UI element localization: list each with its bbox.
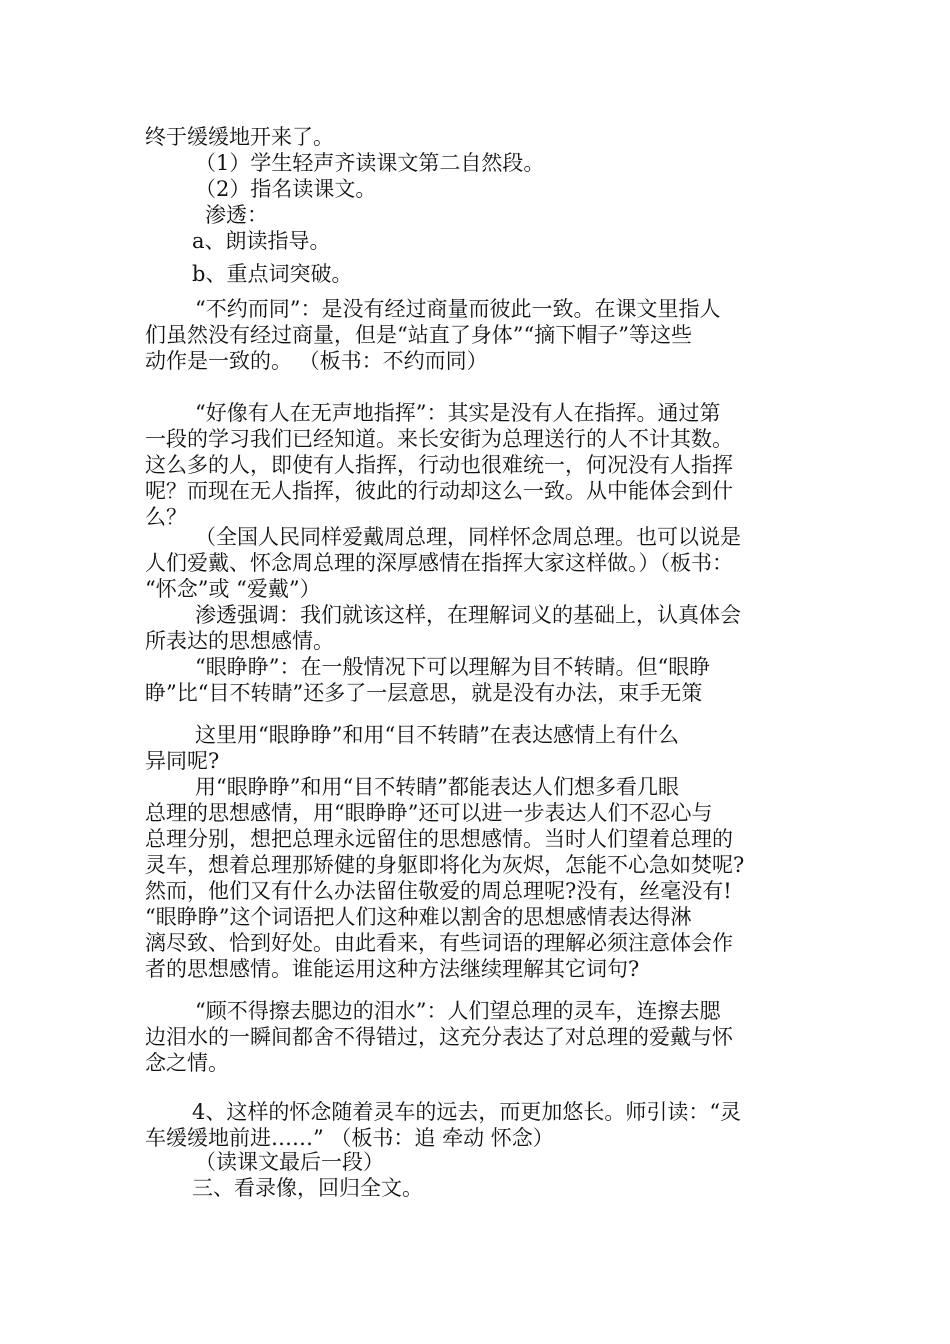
text-line: 这么多的人，即使有人指挥，行动也很难统一，何况没有人指挥 <box>145 453 733 477</box>
text-line: 念之情。 <box>145 1051 229 1075</box>
text-line: 4、这样的怀念随着灵车的远去，而更加悠长。师引读：“灵 <box>192 1100 742 1124</box>
text-line: 三、看录像，回归全文。 <box>192 1176 423 1200</box>
text-line: （读课文最后一段） <box>195 1150 384 1174</box>
text-line: 车缓缓地前进……” （板书：追 牵动 怀念） <box>145 1126 554 1150</box>
text-line: 总理分别，想把总理永远留住的思想感情。当时人们望着总理的 <box>145 827 733 851</box>
text-line: 一段的学习我们已经知道。来长安街为总理送行的人不计其数。 <box>145 427 733 451</box>
text-line: （1）学生轻声齐读课文第二自然段。 <box>195 151 545 175</box>
text-line: 所表达的思想感情。 <box>145 629 334 653</box>
text-line: 们虽然没有经过商量，但是“站直了身体”“摘下帽子”等这些 <box>145 323 692 347</box>
text-line: 睁”比“目不转睛”还多了一层意思，就是没有办法，束手无策 <box>145 681 703 705</box>
text-line: “好像有人在无声地指挥”：其实是没有人在指挥。通过第 <box>195 401 721 425</box>
text-line: 这里用“眼睁睁”和用“目不转睛”在表达感情上有什么 <box>195 723 679 747</box>
text-line: 用“眼睁睁”和用“目不转睛”都能表达人们想多看几眼 <box>195 775 679 799</box>
text-line: 动作是一致的。 （板书：不约而同） <box>145 349 488 373</box>
text-line: 总理的思想感情，用“眼睁睁”还可以进一步表达人们不忍心与 <box>145 801 713 825</box>
text-line: “顾不得擦去腮边的泪水”：人们望总理的灵车，连擦去腮 <box>195 999 721 1023</box>
text-line: 然而，他们又有什么办法留住敬爱的周总理呢?没有，丝毫没有! <box>145 879 732 903</box>
text-line: （2）指名读课文。 <box>195 177 377 201</box>
text-line: 终于缓缓地开来了。 <box>145 125 334 149</box>
text-line: “不约而同”：是没有经过商量而彼此一致。在课文里指人 <box>195 297 721 321</box>
text-line: 灵车，想着总理那矫健的身躯即将化为灰烬，怎能不心急如焚呢? <box>145 853 745 877</box>
text-line: 漓尽致、恰到好处。由此看来，有些词语的理解必须注意体会作 <box>145 931 733 955</box>
text-line: a、朗读指导。 <box>192 229 331 253</box>
text-line: 者的思想感情。谁能运用这种方法继续理解其它词句? <box>145 957 640 981</box>
text-line: b、重点词突破。 <box>192 262 353 286</box>
text-line: 么？ <box>145 505 187 529</box>
text-line: “眼睁睁”：在一般情况下可以理解为目不转睛。但“眼睁 <box>195 655 711 679</box>
text-line: 边泪水的一瞬间都舍不得错过，这充分表达了对总理的爱戴与怀 <box>145 1025 733 1049</box>
text-line: 异同呢? <box>145 749 220 773</box>
text-line: 呢？而现在无人指挥，彼此的行动却这么一致。从中能体会到什 <box>145 479 733 503</box>
text-line: 渗透： <box>205 203 268 227</box>
text-line: （全国人民同样爱戴周总理，同样怀念周总理。也可以说是 <box>195 525 741 549</box>
text-line: 人们爱戴、怀念周总理的深厚感情在指挥大家这样做。）（板书： <box>145 551 733 575</box>
text-line: 渗透强调：我们就该这样，在理解词义的基础上，认真体会 <box>195 603 741 627</box>
text-line: “眼睁睁”这个词语把人们这种难以割舍的思想感情表达得淋 <box>145 905 692 929</box>
text-line: “怀念”或 “爱戴”） <box>145 577 321 601</box>
